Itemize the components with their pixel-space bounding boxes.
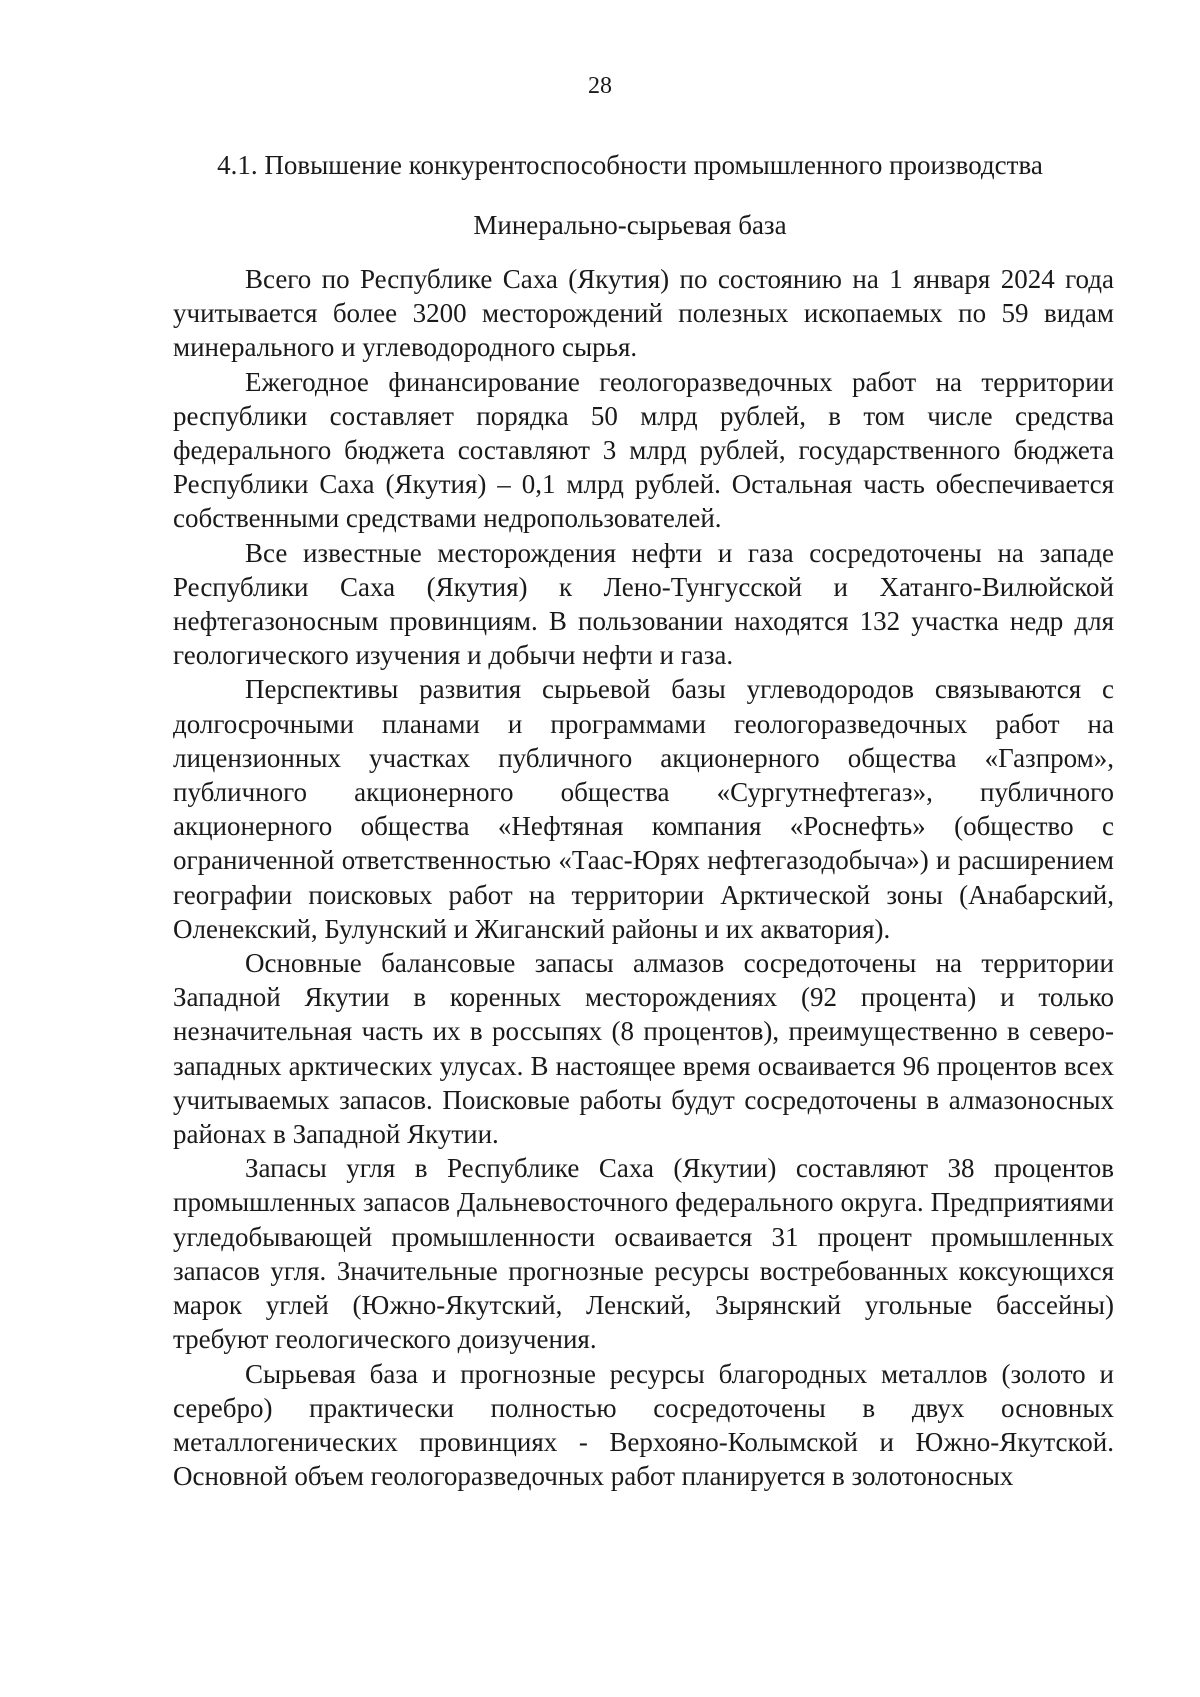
paragraph-oil-gas: Все известные месторождения нефти и газа сосредоточены на западе Республики Саха (Якутия) к Лено-Тунгусской и Хатанго-Вилюйской нефтегазоносным провинциям. В пользовании находятся 132 участка недр для геологического изучения и добычи нефти и газа. (173, 537, 1114, 671)
subsection-heading: Минерально-сырьевая база (473, 210, 787, 240)
paragraph-diamonds: Основные балансовые запасы алмазов сосредоточены на территории Западной Якутии в коренных месторождениях (92 процента) и только незначительная часть их в россыпях (8 процентов), преимущественно в северо-западных арктических улусах. В настоящее время осваивается 96 процентов всех учитываемых запасов. Поисковые работы будут сосредоточены в алмазоносных районах в Западной Якутии. (173, 948, 1114, 1150)
paragraph-exploration-funding: Ежегодное финансирование геологоразведочных работ на территории республики составляет порядка 50 млрд рублей, в том числе средства федерального бюджета составляют 3 млрд рублей, государственного бюджета Республики Саха (Якутия) – 0,1 млрд рублей. Остальная часть обеспечивается собственными средствами недропользователей. (173, 366, 1114, 534)
section-heading: 4.1. Повышение конкурентоспособности промышленного производства (217, 150, 1043, 180)
paragraph-hydrocarbon-prospects: Перспективы развития сырьевой базы углеводородов связываются с долгосрочными планами и программами геологоразведочных работ на лицензионных участках публичного акционерного общества «Газпром», публичного акционерного общества «Сургутнефтегаз», публичного акционерного общества «Нефтяная компания «Роснефть» (общество с ограниченной ответственностью «Таас-Юрях нефтегазодобыча») и расширением географии поисковых работ на территории Арктической зоны (Анабарский, Оленекский, Булунский и Жиганский районы и их акватория). (173, 674, 1114, 944)
body-text (173, 262, 1114, 1493)
paragraph-precious-metals: Сырьевая база и прогнозные ресурсы благородных металлов (золото и серебро) практически полностью сосредоточены в двух основных металлогенических провинциях - Верхояно-Колымской и Южно-Якутской. Основной объем геологоразведочных работ планируется в золотоносных (173, 1358, 1114, 1492)
paragraph-coal: Запасы угля в Республике Саха (Якутии) составляют 38 процентов промышленных запасов Дальневосточного федерального округа. Предприятиями угледобывающей промышленности осваивается 31 процент промышленных запасов угля. Значительные прогнозные ресурсы востребованных коксующихся марок углей (Южно-Якутский, Ленский, Зырянский угольные бассейны) требуют геологического доизучения. (173, 1153, 1114, 1355)
paragraph-deposits-count: Всего по Республике Саха (Якутия) по состоянию на 1 января 2024 года учитывается более 3200 месторождений полезных ископаемых по 59 видам минерального и углеводородного сырья. (173, 264, 1114, 363)
page-number: 28 (588, 73, 612, 99)
